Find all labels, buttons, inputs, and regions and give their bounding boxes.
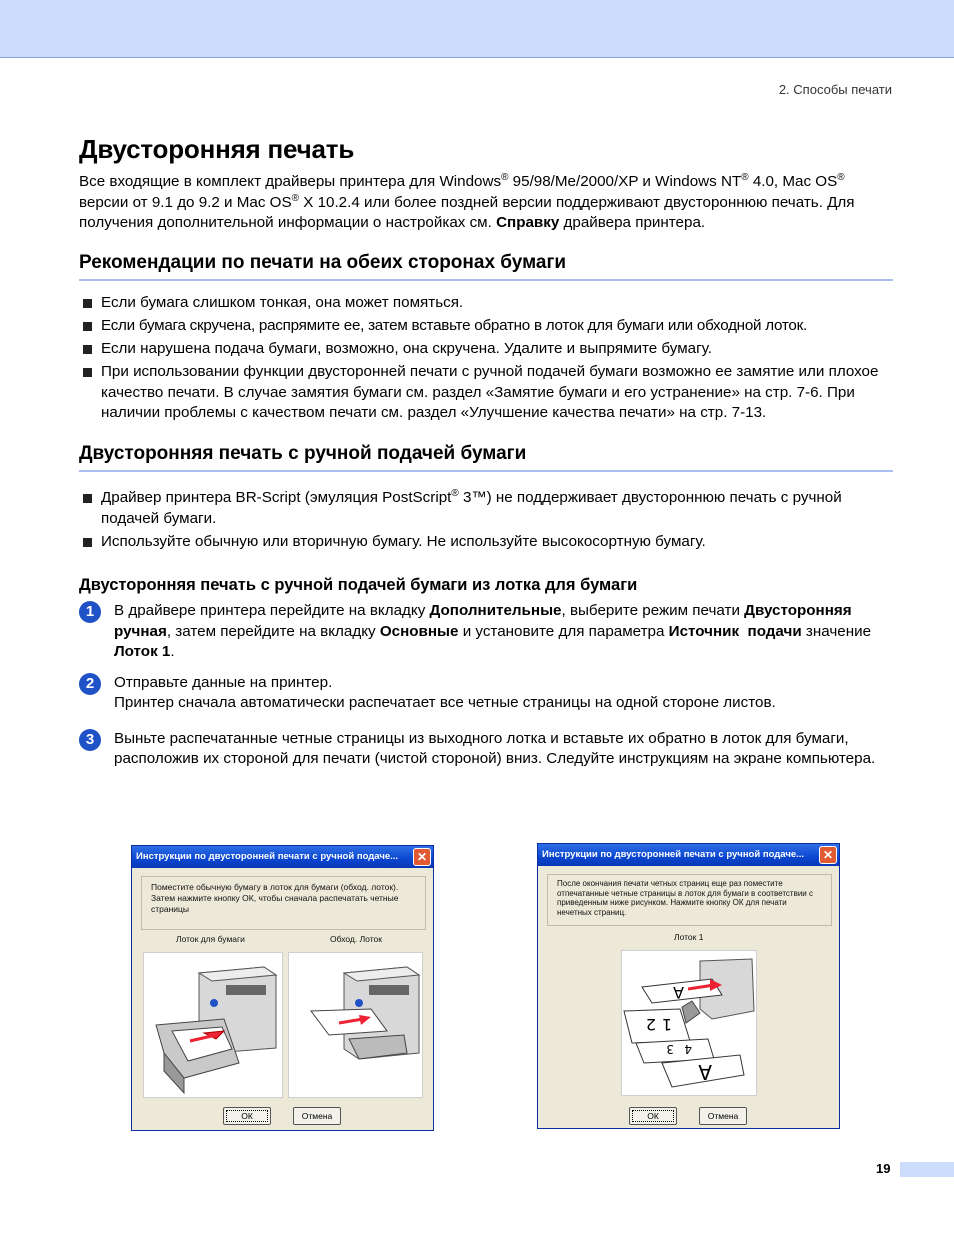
step-text: . <box>170 643 175 661</box>
dialog-titlebar <box>132 846 433 868</box>
intro-paragraph <box>79 172 893 234</box>
label-tray-1: Лоток 1 <box>674 932 704 942</box>
step-text: Выньте распечатанные четные страницы из выходного лотка и вставьте их обратно в лоток для бумаги, расположив их стороной для печати (чистой стороной) вниз. Следуйте инструкциям на экране компьютера. <box>114 729 876 768</box>
step-number-icon: 2 <box>79 673 101 695</box>
recommendations-list <box>79 293 893 424</box>
dialog-message: Поместите обычную бумагу в лоток для бумаги (обход. лоток). Затем нажмите кнопку ОК, чтобы сначала распечатать четные страницы <box>141 876 426 930</box>
label-paper-tray: Лоток для бумаги <box>176 934 245 944</box>
step-2 <box>79 673 893 714</box>
intro-text: 95/98/Me/2000/XP и Windows NT <box>508 173 742 190</box>
dialog-titlebar <box>538 844 839 866</box>
registered-mark: ® <box>501 171 509 183</box>
page-number: 19 <box>876 1161 891 1176</box>
printer-illustration-icon <box>289 953 422 1097</box>
dialog-title: Инструкции по двусторонней печати с ручной подаче... <box>136 851 399 862</box>
step-3 <box>79 729 893 770</box>
subsection-title: Двусторонняя печать с ручной подачей бумаги из лотка для бумаги <box>79 576 638 595</box>
cancel-button[interactable]: Отмена <box>699 1107 747 1125</box>
section-title-recommendations: Рекомендации по печати на обеих сторонах бумаги <box>79 252 893 281</box>
step-number-icon: 3 <box>79 729 101 751</box>
svg-text:4: 4 <box>684 1042 692 1056</box>
chapter-header: 2. Способы печати <box>778 82 892 97</box>
steps-list <box>79 601 893 770</box>
step-bold: Источник подачи <box>668 622 802 640</box>
list-item <box>79 532 893 552</box>
list-item-text: 3™) не поддерживает двустороннюю печать с ручной подачей бумаги. <box>101 489 842 527</box>
printer-bypass-tray-image <box>288 952 423 1098</box>
step-text: Отправьте данные на принтер. <box>114 673 333 691</box>
step-bold: Основные <box>379 622 459 640</box>
list-item-text: Если нарушена подача бумаги, возможно, она скручена. Удалите и выпрямите бумагу. <box>101 340 712 358</box>
label-bypass-tray: Обход. Лоток <box>330 934 382 944</box>
step-text: и установите для параметра <box>458 622 669 640</box>
printer-paper-tray-image <box>143 952 283 1098</box>
registered-mark: ® <box>837 171 845 183</box>
manual-duplex-list <box>79 488 893 552</box>
close-icon[interactable]: ✕ <box>413 848 431 866</box>
list-item-text: Используйте обычную или вторичную бумагу. Не используйте высокосортную бумагу. <box>101 532 706 550</box>
ok-button[interactable]: ОК <box>223 1107 271 1125</box>
dialog-paper-tray <box>131 845 434 1131</box>
registered-mark: ® <box>451 488 459 500</box>
reinsert-pages-image <box>621 950 757 1096</box>
intro-text: X 10.2.4 или более поздней версии поддерживают двустороннюю печать. Для получения дополнительной информации о настройках см. <box>79 193 855 231</box>
step-bold: Лоток 1 <box>114 643 171 661</box>
registered-mark: ® <box>291 192 299 204</box>
svg-text:2: 2 <box>645 1015 656 1034</box>
bullet-square-icon <box>83 368 92 377</box>
intro-text: версии от 9.1 до 9.2 и Mac OS <box>79 193 292 211</box>
list-item-text: Если бумага слишком тонкая, она может помяться. <box>101 293 464 311</box>
step-text: , затем перейдите на вкладку <box>166 622 380 640</box>
list-item <box>79 362 893 423</box>
page-title: Двусторонняя печать <box>79 134 355 164</box>
dialog-title: Инструкции по двусторонней печати с ручной подаче... <box>542 849 805 860</box>
section-title-manual-duplex: Двусторонняя печать с ручной подачей бумаги <box>79 443 893 472</box>
list-item <box>79 488 893 529</box>
list-item-text: При использовании функции двусторонней печати с ручной подачей бумаги возможно ее замятие или плохое качество печати. В случае замятия бумаги см. раздел «Замятие бумаги и его устранение» на стр. 7-6. При наличии проблемы с качеством печати см. раздел «Улучшение качества печати» на стр. 7-13. <box>101 363 879 421</box>
step-text: В драйвере принтера перейдите на вкладку <box>114 602 430 620</box>
help-link-text: Справку <box>496 214 560 231</box>
dialog-reinsert-pages <box>537 843 840 1129</box>
bullet-square-icon <box>83 494 92 503</box>
intro-text: драйвера принтера. <box>559 214 706 231</box>
list-item-text: Если бумага скручена, распрямите ее, затем вставьте обратно в лоток для бумаги или обходной лоток. <box>101 316 807 334</box>
svg-text:A: A <box>698 1060 712 1084</box>
main-content <box>79 134 893 770</box>
step-text: , выберите режим печати <box>561 602 745 620</box>
page-tab-marker <box>900 1162 954 1177</box>
step-bold: Двусторонняя ручная <box>114 602 852 640</box>
svg-text:1: 1 <box>661 1015 672 1034</box>
cancel-button[interactable]: Отмена <box>293 1107 341 1125</box>
svg-text:3: 3 <box>666 1042 674 1056</box>
step-number-icon: 1 <box>79 601 101 623</box>
close-icon[interactable]: ✕ <box>819 846 837 864</box>
header-band <box>0 0 954 58</box>
svg-text:A: A <box>673 983 684 1002</box>
list-item <box>79 316 893 336</box>
step-text: значение <box>801 622 872 640</box>
registered-mark: ® <box>741 171 749 183</box>
list-item-text: Драйвер принтера BR-Script (эмуляция PostScript <box>101 489 452 507</box>
list-item <box>79 339 893 359</box>
bullet-square-icon <box>83 322 92 331</box>
pages-orientation-illustration-icon <box>622 951 756 1095</box>
step-1 <box>79 601 893 663</box>
list-item <box>79 293 893 313</box>
step-bold: Дополнительные <box>429 602 562 620</box>
dialog-message: После окончания печати четных страниц еще раз поместите отпечатанные четные страницы в лоток для бумаги в соответствии с приведенным ниже рисунком. Нажмите кнопку ОК для печати нечетных страниц. <box>547 874 832 926</box>
step-text: Принтер сначала автоматически распечатает все четные страницы на одной стороне листов. <box>114 694 776 712</box>
bullet-square-icon <box>83 538 92 547</box>
bullet-square-icon <box>83 299 92 308</box>
intro-text: Все входящие в комплект драйверы принтера для Windows <box>79 173 502 190</box>
intro-text: 4.0, Mac OS <box>748 173 838 190</box>
printer-illustration-icon <box>144 953 282 1097</box>
bullet-square-icon <box>83 345 92 354</box>
ok-button[interactable]: ОК <box>629 1107 677 1125</box>
